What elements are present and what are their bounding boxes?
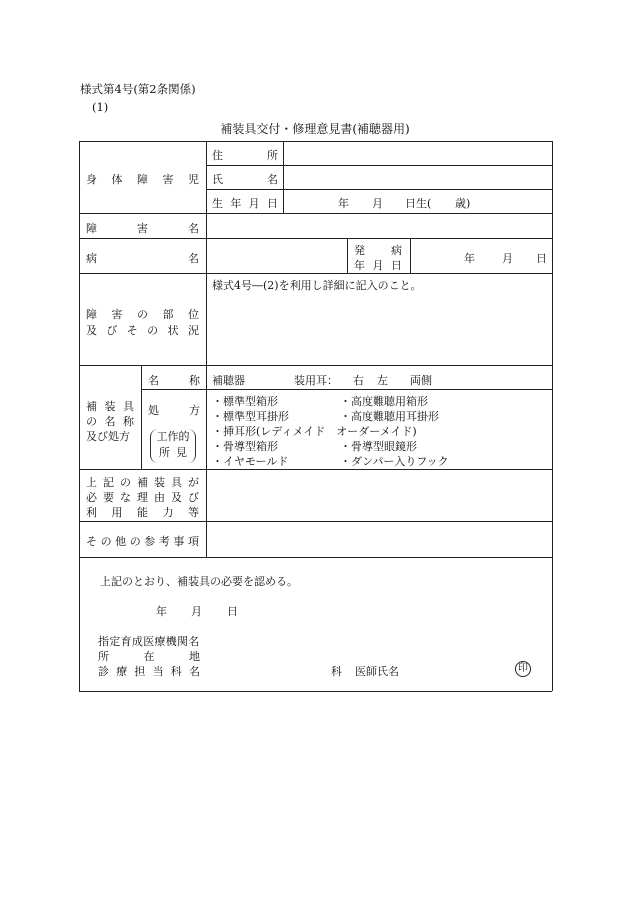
work-findings-label-line1: 工作的 bbox=[156, 430, 190, 443]
option-bone-glasses[interactable]: ・骨導型眼鏡形 bbox=[340, 440, 417, 453]
onset-label-line1: 発 病 bbox=[354, 244, 402, 257]
form-title: 補装具交付・修理意見書(補聴器用) bbox=[220, 122, 410, 136]
onset-label-line2: 年 月 日 bbox=[354, 259, 402, 272]
disability-name-field[interactable] bbox=[212, 217, 546, 235]
sub-number: (1) bbox=[92, 100, 109, 114]
row-divider bbox=[79, 557, 552, 558]
illness-label: 病 名 bbox=[86, 252, 199, 265]
date-month-unit: 月 bbox=[191, 605, 202, 618]
option-damper-hook[interactable]: ・ダンパー入りフック bbox=[340, 455, 449, 468]
reason-label-line2: 必 要 な 理 由 及 び bbox=[86, 491, 199, 504]
table-border-right bbox=[552, 141, 553, 691]
department-label: 診 療 担 当 科 名 bbox=[98, 665, 200, 678]
seal-mark: 印 bbox=[515, 661, 531, 677]
work-findings-bracket bbox=[150, 429, 196, 463]
option-bone-box[interactable]: ・骨導型箱形 bbox=[212, 440, 278, 453]
prescription-label: 処 方 bbox=[148, 404, 200, 417]
name-label: 氏 名 bbox=[212, 173, 278, 186]
column-divider bbox=[206, 141, 207, 557]
device-group-line2: の 名 称 bbox=[86, 415, 134, 428]
date-year-unit: 年 bbox=[156, 605, 167, 618]
birthdate-label: 生 年 月 日 bbox=[212, 197, 278, 210]
ear-both-option[interactable]: 両側 bbox=[410, 374, 432, 387]
condition-note: 様式4号―(2)を利用し詳細に記入のこと。 bbox=[212, 279, 422, 292]
form-number: 様式第4号(第2条関係) bbox=[80, 82, 196, 96]
age-unit: 歳) bbox=[455, 197, 471, 210]
condition-label-line2: 及 び そ の 状 況 bbox=[86, 324, 199, 337]
onset-year-unit: 年 bbox=[464, 252, 475, 265]
work-findings-label-line2: 所 見 bbox=[159, 446, 187, 459]
row-divider bbox=[206, 189, 552, 190]
column-divider bbox=[283, 141, 284, 213]
doctor-department-unit: 科 bbox=[331, 665, 342, 678]
illness-field[interactable] bbox=[212, 243, 342, 269]
column-divider bbox=[347, 238, 348, 273]
row-divider bbox=[79, 365, 552, 366]
certification-statement: 上記のとおり、補装具の必要を認める。 bbox=[100, 575, 298, 588]
reason-label-line1: 上 記 の 補 装 具 が bbox=[86, 476, 199, 489]
disability-name-label: 障 害 名 bbox=[86, 222, 199, 235]
option-ear-mold[interactable]: ・イヤモールド bbox=[212, 455, 289, 468]
reason-label-line3: 利 用 能 力 等 bbox=[86, 506, 199, 519]
row-divider bbox=[206, 165, 552, 166]
onset-month-unit: 月 bbox=[502, 252, 513, 265]
doctor-name-label: 医師氏名 bbox=[355, 665, 399, 678]
row-divider bbox=[79, 213, 552, 214]
ear-label: 装用耳： bbox=[294, 374, 338, 387]
birth-month-unit: 月 bbox=[372, 197, 383, 210]
device-name-label: 名 称 bbox=[148, 374, 200, 387]
table-border-top bbox=[79, 141, 552, 142]
ear-left-option[interactable]: 左 bbox=[377, 374, 388, 387]
condition-label-line1: 障 害 の 部 位 bbox=[86, 308, 199, 321]
address-label: 住 所 bbox=[212, 149, 278, 162]
column-divider bbox=[410, 238, 411, 273]
ear-right-option[interactable]: 右 bbox=[353, 374, 364, 387]
device-group-line3: 及び処方 bbox=[86, 430, 130, 443]
institution-label: 指定育成医療機関名 bbox=[98, 635, 200, 648]
person-group-label: 身 体 障 害 児 bbox=[86, 173, 199, 186]
option-severe-ear-hook[interactable]: ・高度難聴用耳掛形 bbox=[340, 410, 439, 423]
option-standard-ear-hook[interactable]: ・標準型耳掛形 bbox=[212, 410, 289, 423]
column-divider bbox=[141, 365, 142, 469]
row-divider bbox=[79, 521, 552, 522]
row-divider bbox=[79, 273, 552, 274]
other-notes-label: そ の 他 の 参 考 事 項 bbox=[86, 535, 199, 548]
option-severe-box[interactable]: ・高度難聴用箱形 bbox=[340, 395, 428, 408]
table-border-left bbox=[79, 141, 80, 691]
other-notes-field[interactable] bbox=[212, 526, 546, 552]
table-border-bottom bbox=[79, 691, 552, 692]
device-name-value: 補聴器 bbox=[212, 374, 245, 387]
row-divider bbox=[79, 238, 552, 239]
row-divider bbox=[141, 389, 552, 390]
reason-field[interactable] bbox=[212, 474, 546, 516]
device-group-line1: 補 装 具 bbox=[86, 400, 134, 413]
birth-year-unit: 年 bbox=[338, 197, 349, 210]
birth-day-unit: 日生( bbox=[405, 197, 432, 210]
location-label: 所 在 地 bbox=[98, 650, 200, 663]
onset-day-unit: 日 bbox=[536, 252, 547, 265]
option-in-ear[interactable]: ・挿耳形(レディメイド オーダーメイド) bbox=[212, 425, 417, 438]
date-day-unit: 日 bbox=[227, 605, 238, 618]
address-field[interactable] bbox=[290, 145, 545, 163]
name-field[interactable] bbox=[290, 169, 545, 187]
option-standard-box[interactable]: ・標準型箱形 bbox=[212, 395, 278, 408]
row-divider bbox=[79, 469, 552, 470]
